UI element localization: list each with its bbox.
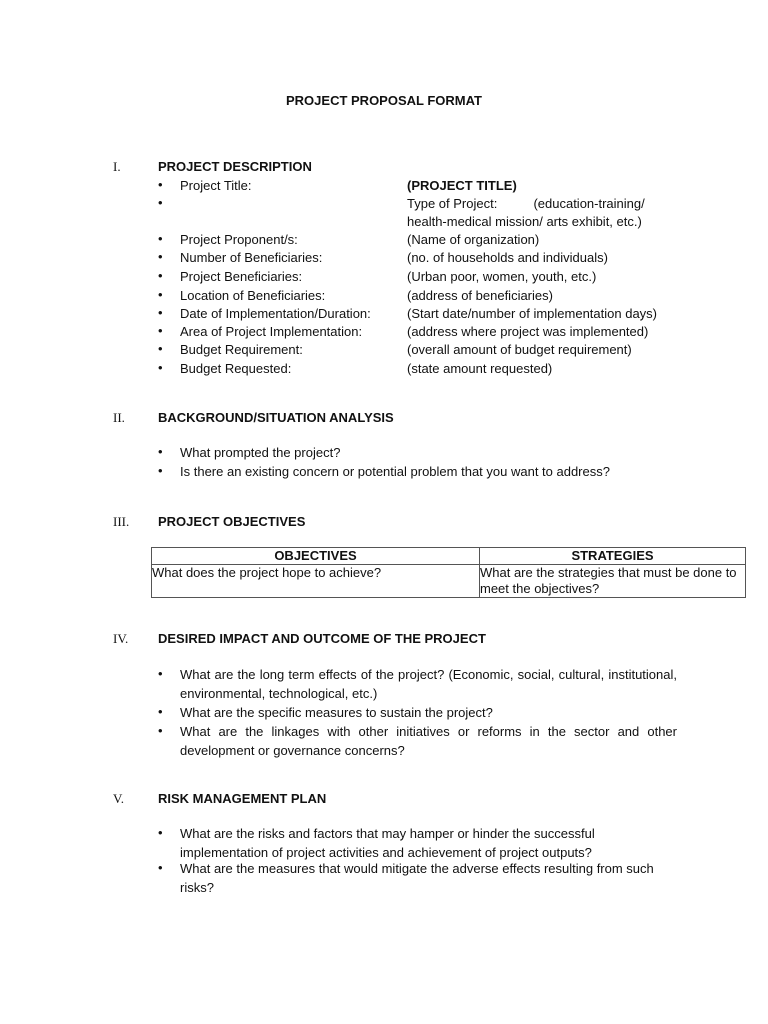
bullet: • [158, 704, 163, 719]
list-item: What prompted the project? [180, 445, 341, 460]
field-value: (address of beneficiaries) [407, 288, 553, 303]
field-label: Project Proponent/s: [180, 232, 298, 247]
field-value: (overall amount of budget requirement) [407, 342, 632, 357]
field-value: (Name of organization) [407, 232, 540, 247]
table-cell: What does the project hope to achieve? [152, 565, 480, 598]
field-value: (address where project was implemented) [407, 324, 649, 339]
bullet: • [158, 268, 163, 283]
bullet: • [158, 177, 163, 192]
bullet: • [158, 666, 163, 681]
list-item: Is there an existing concern or potential problem that you want to address? [180, 464, 610, 479]
field-value: (PROJECT TITLE) [407, 178, 517, 193]
bullet: • [158, 231, 163, 246]
list-item: What are the risks and factors that may hamper or hinder the successful implementation of project activities and achievement of project outputs? [180, 826, 595, 860]
field-label: Project Beneficiaries: [180, 269, 303, 284]
section-heading: DESIRED IMPACT AND OUTCOME OF THE PROJECT [158, 631, 486, 646]
bullet: • [158, 249, 163, 264]
table-cell: What are the strategies that must be done to meet the objectives? [480, 565, 746, 598]
section-numeral: V. [113, 791, 124, 806]
section-numeral: I. [113, 159, 121, 174]
table-row [152, 565, 746, 598]
bullet: • [158, 341, 163, 356]
section-numeral: IV. [113, 631, 129, 646]
field-label: Number of Beneficiaries: [180, 250, 323, 265]
page-title: PROJECT PROPOSAL FORMAT [286, 93, 482, 108]
field-value: (state amount requested) [407, 361, 553, 376]
section-heading: PROJECT DESCRIPTION [158, 159, 312, 174]
section-heading: RISK MANAGEMENT PLAN [158, 791, 327, 806]
field-label: Date of Implementation/Duration: [180, 306, 371, 321]
list-item: What are the measures that would mitigate the adverse effects resulting from such risks? [180, 861, 654, 895]
bullet: • [158, 360, 163, 375]
bullet: • [158, 860, 163, 875]
bullet: • [158, 195, 163, 210]
bullet: • [158, 287, 163, 302]
list-item: What are the linkages with other initiatives or reforms in the sector and other development or governance concerns? [180, 724, 677, 758]
table-header: STRATEGIES [480, 548, 746, 565]
list-item: What are the long term effects of the project? (Economic, social, cultural, institutional, environmental, technological, etc.) [180, 667, 677, 701]
section-heading: BACKGROUND/SITUATION ANALYSIS [158, 410, 394, 425]
objectives-table [151, 547, 746, 598]
field-label: Budget Requirement: [180, 342, 303, 357]
section-heading: PROJECT OBJECTIVES [158, 514, 306, 529]
bullet: • [158, 444, 163, 459]
field-label: Area of Project Implementation: [180, 324, 363, 339]
field-value: (no. of households and individuals) [407, 250, 608, 265]
field-label: Budget Requested: [180, 361, 292, 376]
list-item: What are the specific measures to sustain the project? [180, 705, 493, 720]
bullet: • [158, 825, 163, 840]
field-value: health-medical mission/ arts exhibit, etc.) [407, 214, 642, 229]
field-value: (Start date/number of implementation days) [407, 306, 658, 321]
bullet: • [158, 323, 163, 338]
field-value: (Urban poor, women, youth, etc.) [407, 269, 597, 284]
section-numeral: II. [113, 410, 125, 425]
bullet: • [158, 463, 163, 478]
field-value: Type of Project: (education-training/ [407, 196, 645, 211]
table-header: OBJECTIVES [152, 548, 480, 565]
field-label: Location of Beneficiaries: [180, 288, 326, 303]
bullet: • [158, 723, 163, 738]
section-numeral: III. [113, 514, 130, 529]
field-label: Project Title: [180, 178, 252, 193]
bullet: • [158, 305, 163, 320]
